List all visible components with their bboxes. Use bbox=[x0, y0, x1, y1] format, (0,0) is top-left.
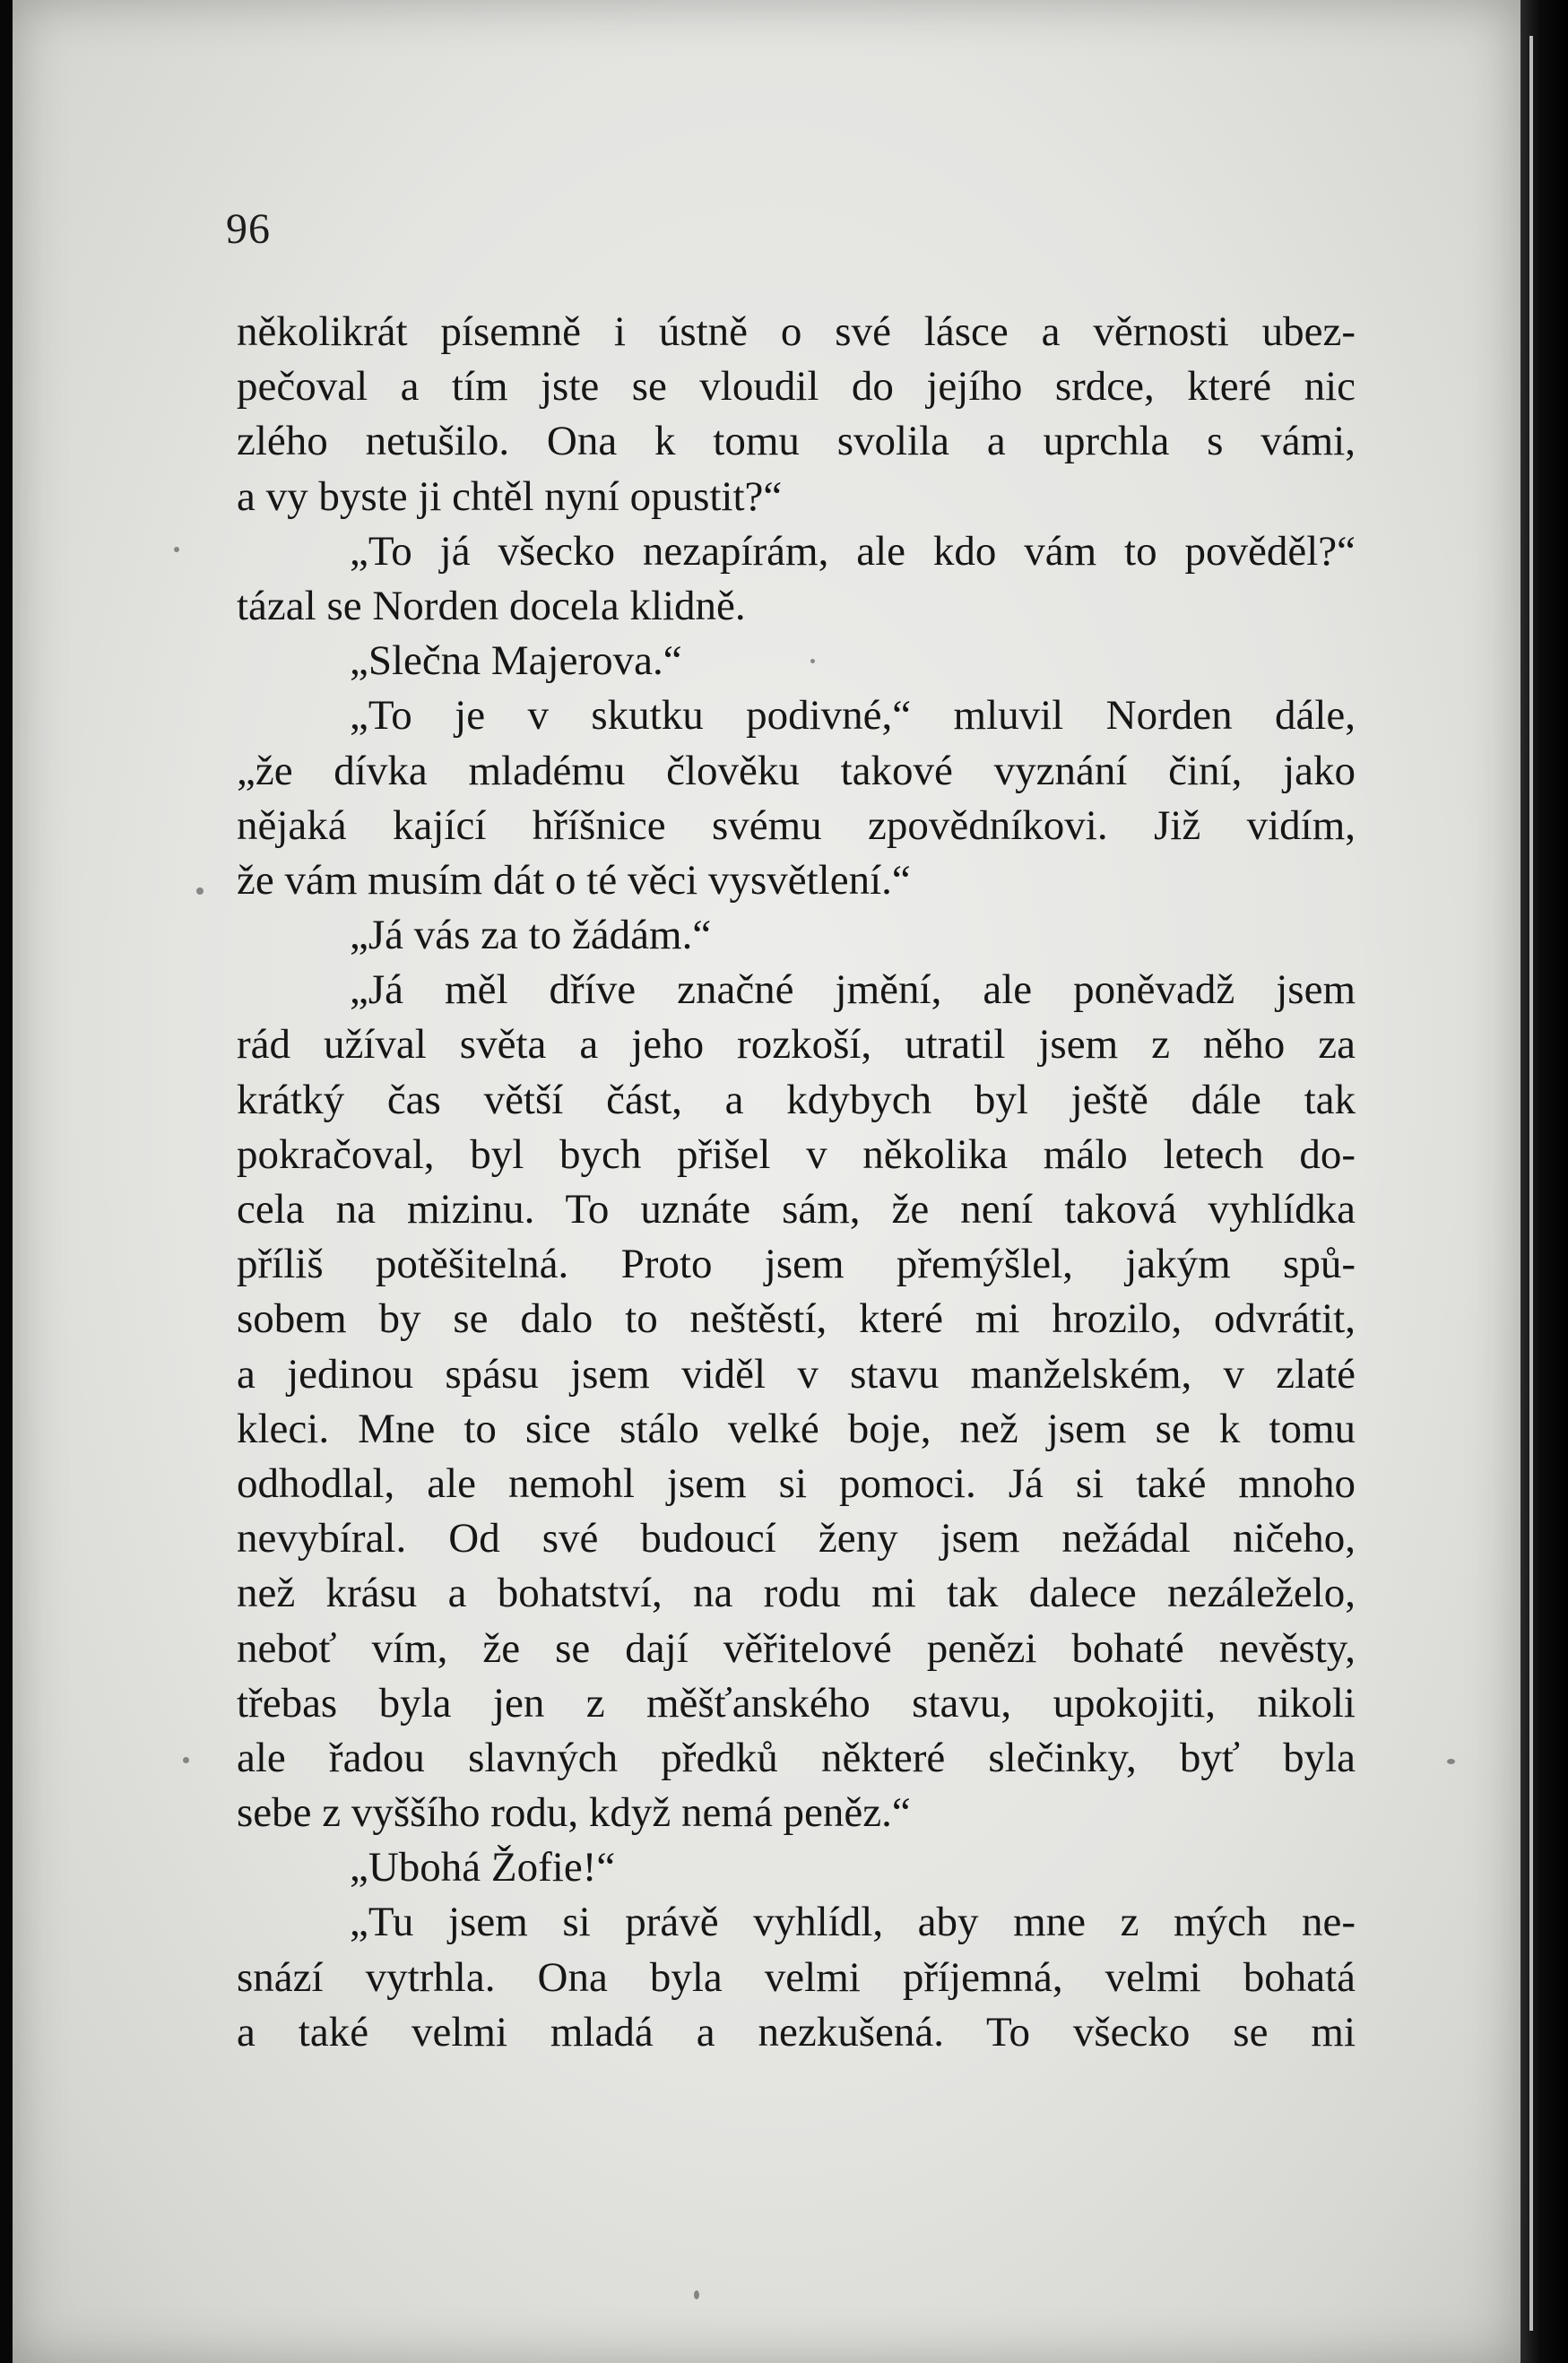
text-line: než krásu a bohatství, na rodu mi tak dalece nezáleželo, bbox=[237, 1570, 1356, 1617]
page-number: 96 bbox=[226, 205, 271, 253]
text-line: a také velmi mladá a nezkušená. To všecko se mi bbox=[237, 2008, 1356, 2056]
text-line: „Slečna Majerova.“ bbox=[350, 637, 682, 685]
text-line: kleci. Mne to sice stálo velké boje, než jsem se k tomu bbox=[237, 1405, 1356, 1452]
text-line: „že dívka mladému člověku takové vyznání činí, jako bbox=[237, 747, 1356, 794]
text-line: nevybíral. Od své budoucí ženy jsem nežádal ničeho, bbox=[237, 1515, 1356, 1562]
text-line: a jedinou spásu jsem viděl v stavu manželském, v zlaté bbox=[237, 1350, 1356, 1398]
text-line: zlého netušilo. Ona k tomu svolila a uprchla s vámi, bbox=[237, 418, 1356, 465]
text-line: krátký čas větší část, a kdybych byl ještě dále tak bbox=[237, 1076, 1356, 1123]
text-line: tázal se Norden docela klidně. bbox=[237, 582, 746, 629]
text-line: a vy byste ji chtěl nyní opustit?“ bbox=[237, 472, 783, 520]
paper-speck bbox=[694, 2290, 699, 2299]
paper-speck bbox=[174, 547, 179, 552]
text-line: že vám musím dát o té věci vysvětlení.“ bbox=[237, 856, 911, 904]
text-line: „Já měl dříve značné jmění, ale poněvadž jsem bbox=[350, 966, 1356, 1014]
paper-speck bbox=[196, 887, 204, 895]
text-line: sobem by se dalo to neštěstí, které mi hrozilo, odvrátit, bbox=[237, 1295, 1356, 1343]
text-line: několikrát písemně i ústně o své lásce a věrnosti ubez- bbox=[237, 308, 1356, 355]
text-line: nějaká kající hříšnice svému zpovědníkovi. Již vidím, bbox=[237, 801, 1356, 849]
text-line: snází vytrhla. Ona byla velmi příjemná, velmi bohatá bbox=[237, 1953, 1356, 2001]
text-line: „Ubohá Žofie!“ bbox=[350, 1844, 616, 1891]
text-line: „To já všecko nezapírám, ale kdo vám to pověděl?“ bbox=[350, 527, 1356, 575]
text-line: sebe z vyššího rodu, když nemá peněz.“ bbox=[237, 1789, 911, 1837]
text-line: pečoval a tím jste se vloudil do jejího srdce, které nic bbox=[237, 363, 1356, 411]
text-line: rád užíval světa a jeho rozkoší, utratil jsem z něho za bbox=[237, 1021, 1356, 1069]
text-line: cela na mizinu. To uznáte sám, že není taková vyhlídka bbox=[237, 1186, 1356, 1233]
text-line: odhodlal, ale nemohl jsem si pomoci. Já si také mnoho bbox=[237, 1459, 1356, 1507]
paper-speck bbox=[1447, 1759, 1455, 1764]
page-edge-line bbox=[1529, 36, 1533, 2331]
text-line: ale řadou slavných předků některé slečinky, byť byla bbox=[237, 1734, 1356, 1781]
book-edge-shadow bbox=[1520, 0, 1568, 2363]
text-line: „Já vás za to žádám.“ bbox=[350, 912, 712, 959]
text-line: třebas byla jen z měšťanského stavu, upokojiti, nikoli bbox=[237, 1679, 1356, 1727]
body-text bbox=[237, 305, 1356, 2060]
paper-speck bbox=[183, 1757, 189, 1763]
text-line: „To je v skutku podivné,“ mluvil Norden dále, bbox=[350, 692, 1356, 740]
text-line: neboť vím, že se dají věřitelové penězi bohaté nevěsty, bbox=[237, 1624, 1356, 1672]
text-line: „Tu jsem si právě vyhlídl, aby mne z mých ne- bbox=[350, 1899, 1356, 1946]
text-line: příliš potěšitelná. Proto jsem přemýšlel, jakým spů- bbox=[237, 1241, 1356, 1288]
text-line: pokračoval, byl bych přišel v několika málo letech do- bbox=[237, 1130, 1356, 1178]
